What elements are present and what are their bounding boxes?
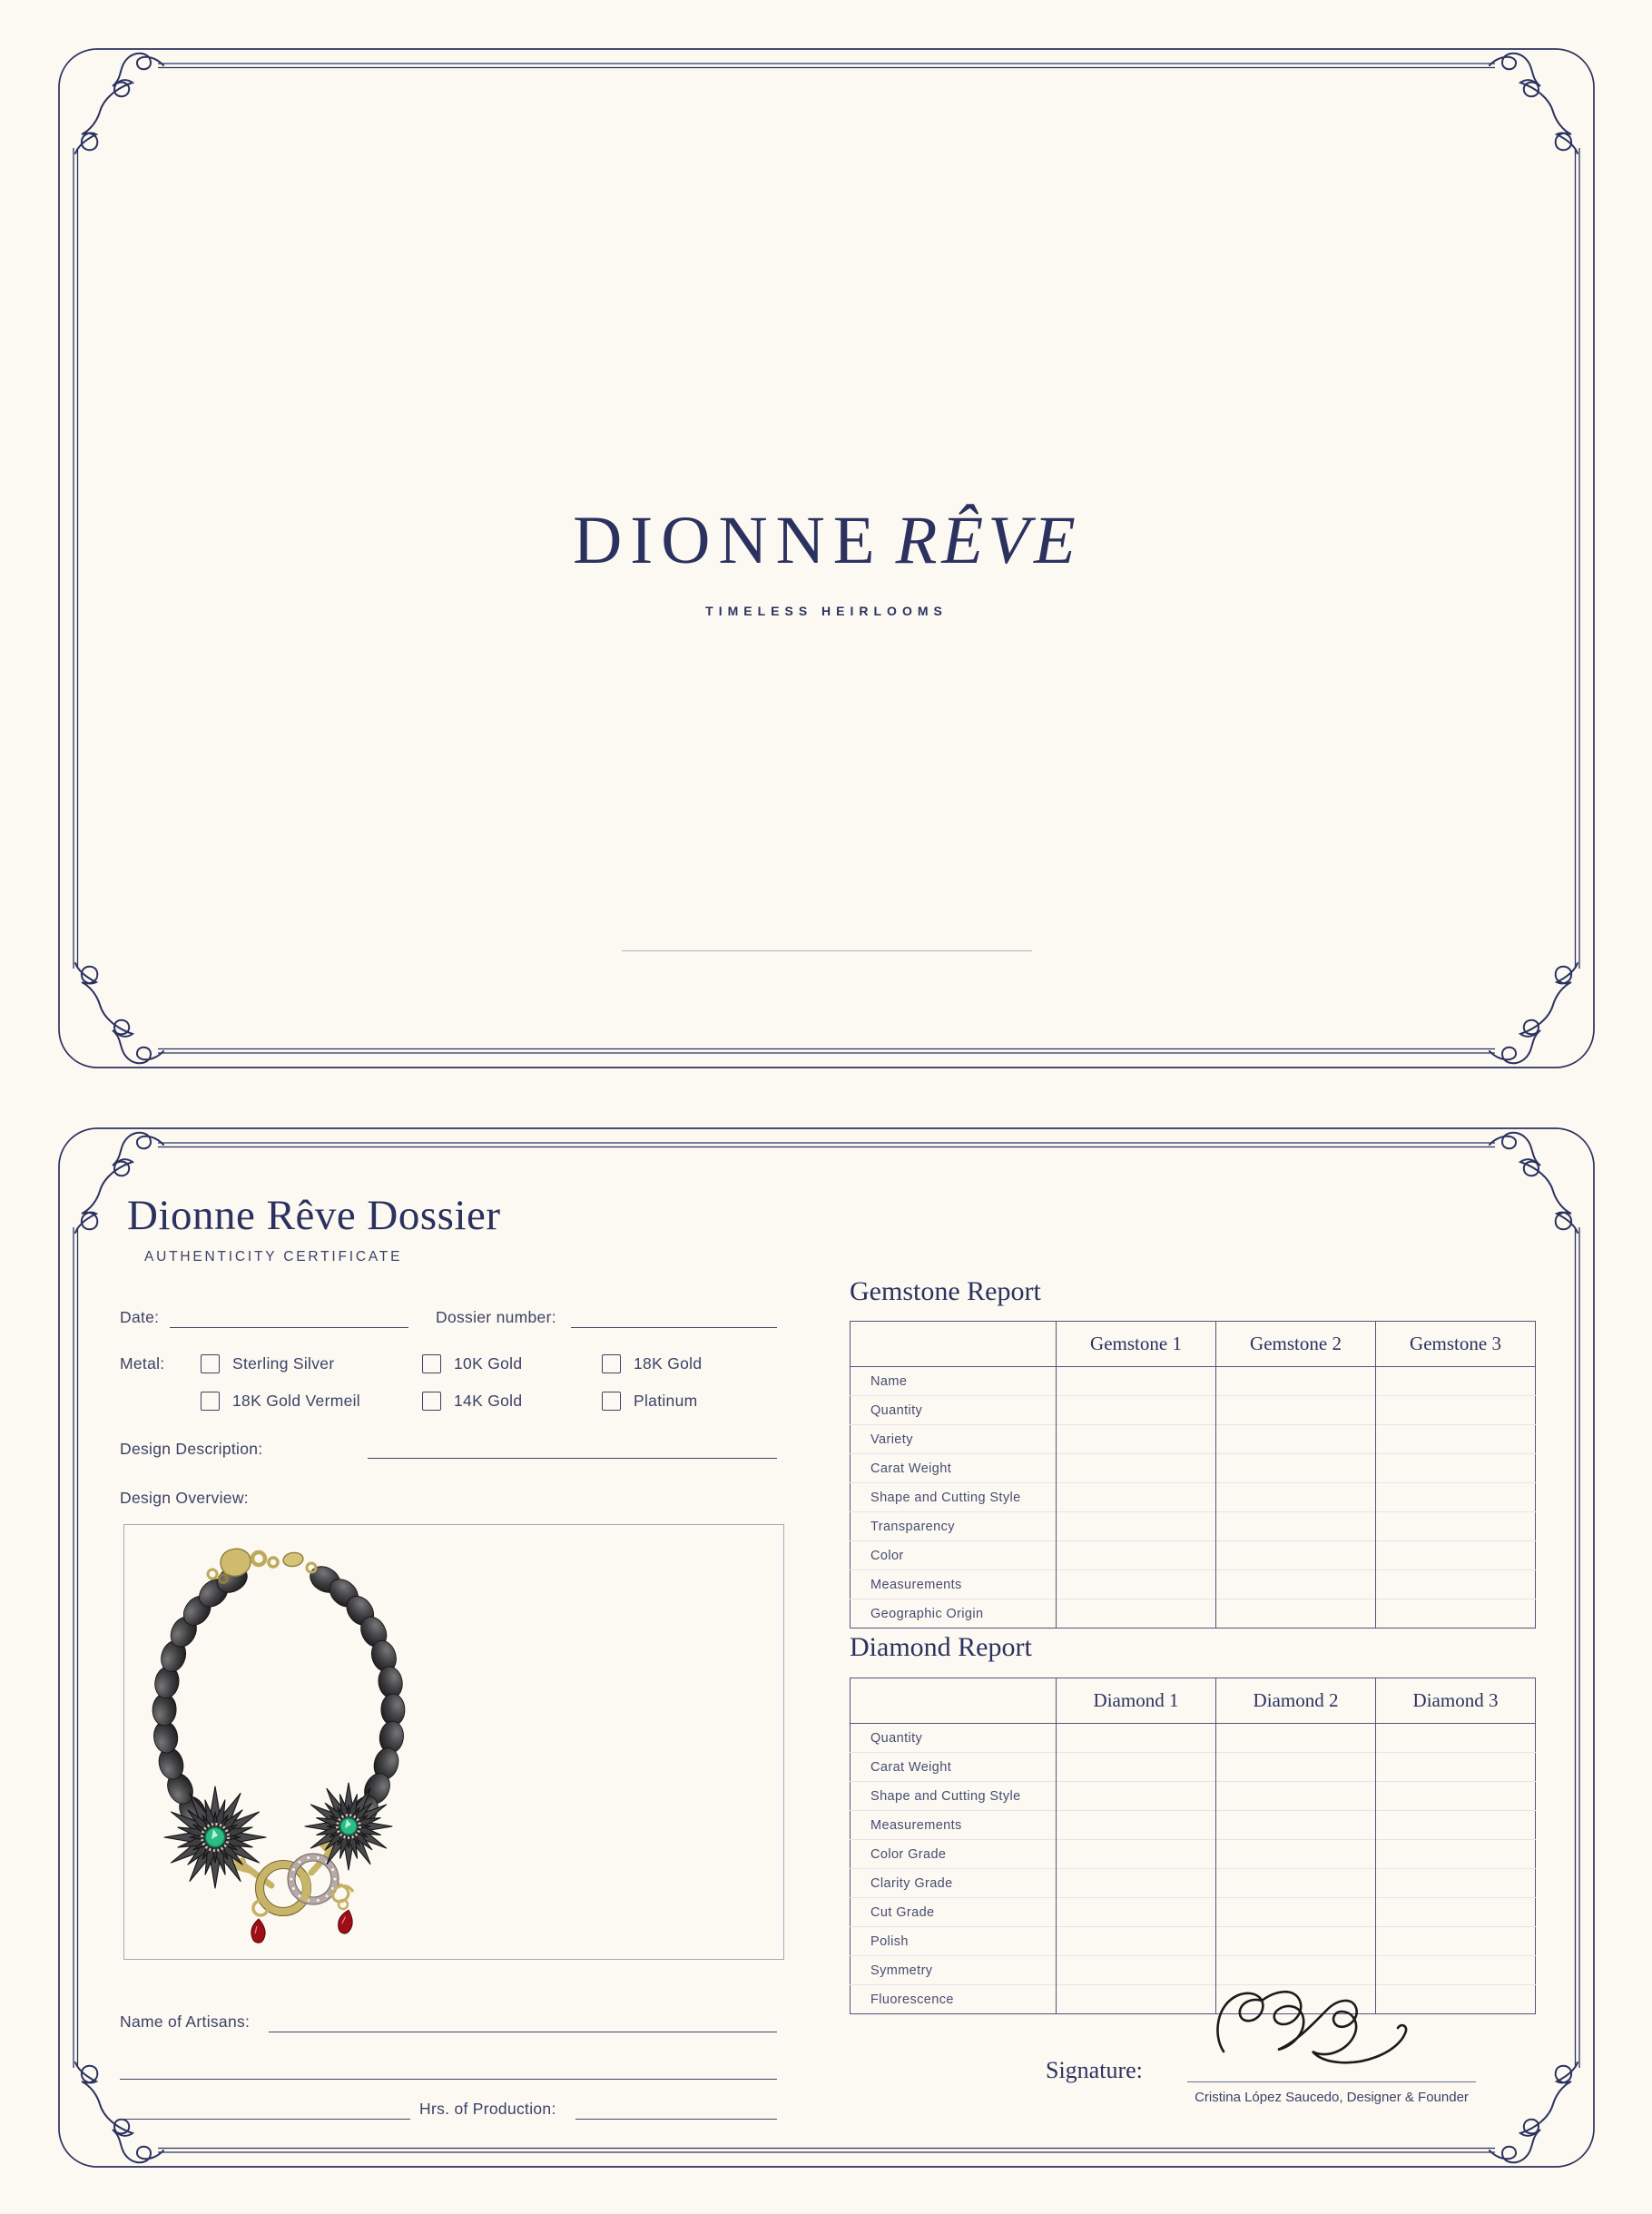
metal-option-18k-gold xyxy=(602,1351,774,1376)
page-title: Dionne Rêve Dossier xyxy=(127,1192,501,1239)
diamond-row-label: Measurements xyxy=(851,1811,1057,1840)
metal-option-label: Platinum xyxy=(634,1391,698,1410)
gemstone-cell-name-gemstone-2[interactable] xyxy=(1216,1367,1376,1396)
design-description-input-line[interactable] xyxy=(368,1458,777,1459)
signature-line xyxy=(1187,2081,1476,2082)
diamond-cell-shape-and-cutting-style-diamond-3[interactable] xyxy=(1376,1782,1536,1811)
diamond-column-diamond-2: Diamond 2 xyxy=(1216,1678,1376,1724)
brand-logo xyxy=(56,502,1597,618)
gemstone-cell-measurements-gemstone-1[interactable] xyxy=(1057,1570,1216,1599)
diamond-row-label: Cut Grade xyxy=(851,1898,1057,1927)
gemstone-cell-measurements-gemstone-3[interactable] xyxy=(1376,1570,1536,1599)
metal-option-label: Sterling Silver xyxy=(232,1353,335,1373)
metal-options-group xyxy=(201,1351,774,1413)
diamond-corner-cell xyxy=(851,1678,1057,1724)
gemstone-row-label: Variety xyxy=(851,1425,1057,1454)
gemstone-row-label: Color xyxy=(851,1541,1057,1570)
gemstone-cell-measurements-gemstone-2[interactable] xyxy=(1216,1570,1376,1599)
design-description-label: Design Description: xyxy=(120,1440,263,1458)
gemstone-row-carat-weight xyxy=(851,1454,1536,1483)
necklace-illustration xyxy=(124,1525,783,1959)
gemstone-row-variety xyxy=(851,1425,1536,1454)
diamond-cell-color-grade-diamond-1[interactable] xyxy=(1057,1840,1216,1869)
diamond-cell-quantity-diamond-2[interactable] xyxy=(1216,1724,1376,1753)
diamond-cell-shape-and-cutting-style-diamond-1[interactable] xyxy=(1057,1782,1216,1811)
metal-label: Metal: xyxy=(120,1354,165,1373)
gemstone-cell-variety-gemstone-2[interactable] xyxy=(1216,1425,1376,1454)
gemstone-row-label: Measurements xyxy=(851,1570,1057,1599)
diamond-report-title: Diamond Report xyxy=(850,1632,1032,1662)
gemstone-cell-variety-gemstone-1[interactable] xyxy=(1057,1425,1216,1454)
brand-primary-text: DIONNE xyxy=(573,503,883,578)
diamond-cell-clarity-grade-diamond-1[interactable] xyxy=(1057,1869,1216,1898)
diamond-cell-measurements-diamond-1[interactable] xyxy=(1057,1811,1216,1840)
diamond-cell-shape-and-cutting-style-diamond-2[interactable] xyxy=(1216,1782,1376,1811)
diamond-row-shape-and-cutting-style xyxy=(851,1782,1536,1811)
gemstone-cell-quantity-gemstone-3[interactable] xyxy=(1376,1396,1536,1425)
metal-checkbox-platinum[interactable] xyxy=(602,1392,621,1411)
diamond-row-polish xyxy=(851,1927,1536,1956)
diamond-cell-cut-grade-diamond-2[interactable] xyxy=(1216,1898,1376,1927)
gemstone-cell-geographic-origin-gemstone-2[interactable] xyxy=(1216,1599,1376,1629)
diamond-row-quantity xyxy=(851,1724,1536,1753)
brand-script-text: RÊVE xyxy=(895,503,1080,578)
gemstone-cell-shape-and-cutting-style-gemstone-1[interactable] xyxy=(1057,1483,1216,1512)
gemstone-cell-carat-weight-gemstone-2[interactable] xyxy=(1216,1454,1376,1483)
metal-checkbox-sterling-silver[interactable] xyxy=(201,1354,220,1373)
gemstone-column-gemstone-3: Gemstone 3 xyxy=(1376,1322,1536,1367)
signature-image xyxy=(1207,1977,1434,2081)
gemstone-cell-geographic-origin-gemstone-3[interactable] xyxy=(1376,1599,1536,1629)
diamond-row-measurements xyxy=(851,1811,1536,1840)
gemstone-report-title: Gemstone Report xyxy=(850,1276,1041,1306)
metal-checkbox-18k-gold[interactable] xyxy=(602,1354,621,1373)
gemstone-row-label: Shape and Cutting Style xyxy=(851,1483,1057,1512)
gemstone-row-label: Carat Weight xyxy=(851,1454,1057,1483)
gemstone-row-quantity xyxy=(851,1396,1536,1425)
gemstone-cell-quantity-gemstone-1[interactable] xyxy=(1057,1396,1216,1425)
diamond-column-diamond-3: Diamond 3 xyxy=(1376,1678,1536,1724)
gemstone-cell-variety-gemstone-3[interactable] xyxy=(1376,1425,1536,1454)
gemstone-row-label: Quantity xyxy=(851,1396,1057,1425)
hours-label: Hrs. of Production: xyxy=(419,2100,556,2118)
diamond-column-diamond-1: Diamond 1 xyxy=(1057,1678,1216,1724)
dossier-number-input-line[interactable] xyxy=(571,1327,777,1328)
diamond-cell-carat-weight-diamond-2[interactable] xyxy=(1216,1753,1376,1782)
diamond-row-label: Shape and Cutting Style xyxy=(851,1782,1057,1811)
gemstone-column-gemstone-2: Gemstone 2 xyxy=(1216,1322,1376,1367)
metal-option-sterling-silver xyxy=(201,1351,422,1376)
dossier-number-label: Dossier number: xyxy=(436,1308,556,1326)
diamond-report-table xyxy=(850,1678,1536,2014)
gemstone-cell-carat-weight-gemstone-1[interactable] xyxy=(1057,1454,1216,1483)
gemstone-row-label: Transparency xyxy=(851,1512,1057,1541)
gemstone-row-transparency xyxy=(851,1512,1536,1541)
gemstone-cell-shape-and-cutting-style-gemstone-3[interactable] xyxy=(1376,1483,1536,1512)
metal-option-label: 18K Gold xyxy=(634,1353,703,1373)
brand-tagline: TIMELESS HEIRLOOMS xyxy=(705,604,948,618)
gemstone-cell-name-gemstone-3[interactable] xyxy=(1376,1367,1536,1396)
artisans-input-line-3[interactable] xyxy=(120,2119,410,2120)
cover-page xyxy=(56,46,1597,1070)
metal-option-10k-gold xyxy=(422,1351,602,1376)
gemstone-row-name xyxy=(851,1367,1536,1396)
diamond-cell-quantity-diamond-1[interactable] xyxy=(1057,1724,1216,1753)
diamond-row-label: Symmetry xyxy=(851,1956,1057,1985)
gemstone-row-geographic-origin xyxy=(851,1599,1536,1629)
diamond-cell-cut-grade-diamond-1[interactable] xyxy=(1057,1898,1216,1927)
gemstone-cell-shape-and-cutting-style-gemstone-2[interactable] xyxy=(1216,1483,1376,1512)
diamond-table xyxy=(850,1678,1536,2014)
diamond-cell-clarity-grade-diamond-3[interactable] xyxy=(1376,1869,1536,1898)
diamond-row-label: Fluorescence xyxy=(851,1985,1057,2014)
diamond-row-cut-grade xyxy=(851,1898,1536,1927)
gemstone-cell-transparency-gemstone-3[interactable] xyxy=(1376,1512,1536,1541)
diamond-row-label: Color Grade xyxy=(851,1840,1057,1869)
diamond-cell-carat-weight-diamond-3[interactable] xyxy=(1376,1753,1536,1782)
diamond-cell-measurements-diamond-2[interactable] xyxy=(1216,1811,1376,1840)
metal-checkbox-14k-gold[interactable] xyxy=(422,1392,441,1411)
signature-label: Signature: xyxy=(1046,2057,1143,2083)
gemstone-cell-transparency-gemstone-1[interactable] xyxy=(1057,1512,1216,1541)
diamond-row-clarity-grade xyxy=(851,1869,1536,1898)
gemstone-row-shape-and-cutting-style xyxy=(851,1483,1536,1512)
diamond-cell-quantity-diamond-3[interactable] xyxy=(1376,1724,1536,1753)
gemstone-cell-geographic-origin-gemstone-1[interactable] xyxy=(1057,1599,1216,1629)
gemstone-row-label: Geographic Origin xyxy=(851,1599,1057,1629)
cover-blank-line xyxy=(622,950,1032,951)
diamond-cell-symmetry-diamond-1[interactable] xyxy=(1057,1956,1216,1985)
diamond-row-label: Carat Weight xyxy=(851,1753,1057,1782)
diamond-cell-clarity-grade-diamond-2[interactable] xyxy=(1216,1869,1376,1898)
date-label: Date: xyxy=(120,1308,160,1326)
diamond-cell-polish-diamond-1[interactable] xyxy=(1057,1927,1216,1956)
hours-input-line[interactable] xyxy=(575,2119,777,2120)
gemstone-cell-color-gemstone-2[interactable] xyxy=(1216,1541,1376,1570)
diamond-row-label: Quantity xyxy=(870,1730,923,1746)
gemstone-cell-color-gemstone-3[interactable] xyxy=(1376,1541,1536,1570)
diamond-cell-fluorescence-diamond-1[interactable] xyxy=(1057,1985,1216,2014)
diamond-row-label: Polish xyxy=(851,1927,1057,1956)
metal-checkbox-10k-gold[interactable] xyxy=(422,1354,441,1373)
artisans-input-line-2[interactable] xyxy=(120,2079,777,2080)
gemstone-row-color xyxy=(851,1541,1536,1570)
signature-caption: Cristina López Saucedo, Designer & Founder xyxy=(1195,2090,1469,2105)
flower-pendants xyxy=(164,1783,392,1888)
gemstone-report-table xyxy=(850,1321,1536,1629)
gemstone-cell-carat-weight-gemstone-3[interactable] xyxy=(1376,1454,1536,1483)
gemstone-cell-transparency-gemstone-2[interactable] xyxy=(1216,1512,1376,1541)
dossier-page xyxy=(56,1126,1597,2170)
diamond-cell-measurements-diamond-3[interactable] xyxy=(1376,1811,1536,1840)
diamond-cell-polish-diamond-2[interactable] xyxy=(1216,1927,1376,1956)
brand-wordmark xyxy=(56,502,1597,580)
date-input-line[interactable] xyxy=(170,1327,408,1328)
gemstone-row-measurements xyxy=(851,1570,1536,1599)
artisans-label: Name of Artisans: xyxy=(120,2012,251,2031)
gemstone-table xyxy=(850,1321,1536,1629)
diamond-cell-polish-diamond-3[interactable] xyxy=(1376,1927,1536,1956)
design-overview-box xyxy=(123,1524,784,1960)
gemstone-cell-quantity-gemstone-2[interactable] xyxy=(1216,1396,1376,1425)
page-subtitle: AUTHENTICITY CERTIFICATE xyxy=(144,1249,403,1264)
gemstone-column-gemstone-1: Gemstone 1 xyxy=(1057,1322,1216,1367)
diamond-row-label: Clarity Grade xyxy=(851,1869,1057,1898)
metal-option-label: 14K Gold xyxy=(454,1391,523,1410)
diamond-row-carat-weight xyxy=(851,1753,1536,1782)
diamond-cell-carat-weight-diamond-1[interactable] xyxy=(1057,1753,1216,1782)
gemstone-cell-name-gemstone-1[interactable] xyxy=(1057,1367,1216,1396)
gemstone-row-label: Name xyxy=(870,1373,908,1389)
metal-option-18k-gold-vermeil xyxy=(201,1388,422,1413)
diamond-cell-color-grade-diamond-2[interactable] xyxy=(1216,1840,1376,1869)
design-overview-label: Design Overview: xyxy=(120,1489,249,1507)
metal-option-label: 10K Gold xyxy=(454,1353,523,1373)
gemstone-corner-cell xyxy=(851,1322,1057,1367)
metal-checkbox-18k-gold-vermeil[interactable] xyxy=(201,1392,220,1411)
diamond-cell-cut-grade-diamond-3[interactable] xyxy=(1376,1898,1536,1927)
gemstone-cell-color-gemstone-1[interactable] xyxy=(1057,1541,1216,1570)
metal-option-platinum xyxy=(602,1388,774,1413)
diamond-row-color-grade xyxy=(851,1840,1536,1869)
metal-option-label: 18K Gold Vermeil xyxy=(232,1391,360,1410)
diamond-cell-color-grade-diamond-3[interactable] xyxy=(1376,1840,1536,1869)
metal-option-14k-gold xyxy=(422,1388,602,1413)
